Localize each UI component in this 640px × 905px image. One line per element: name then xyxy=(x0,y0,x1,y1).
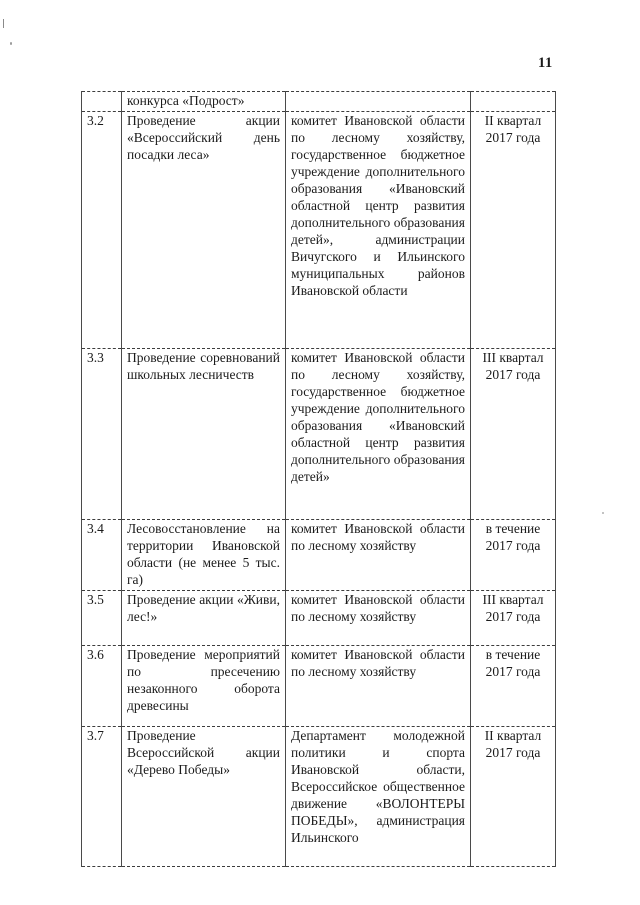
cell-number: 3.4 xyxy=(82,520,122,591)
cell-number: 3.7 xyxy=(82,727,122,867)
cell-term: II квартал 2017 года xyxy=(471,727,556,867)
cell-responsible: комитет Ивановской области по лесному хозяйству xyxy=(286,520,471,591)
cell-number: 3.5 xyxy=(82,591,122,646)
cell-responsible: Департамент молодежной политики и спорта Ивановской области, Всероссийское общественное движение «ВОЛОНТЕРЫ ПОБЕДЫ», администрация Ильинского xyxy=(286,727,471,867)
cell-activity: Проведение акции «Всероссийский день посадки леса» xyxy=(122,112,286,349)
table-row xyxy=(82,591,556,646)
cell-number: 3.6 xyxy=(82,646,122,727)
scan-artifact-mark xyxy=(3,19,4,28)
table-row xyxy=(82,727,556,867)
scan-artifact-mark xyxy=(602,512,604,514)
cell-term: III квартал 2017 года xyxy=(471,349,556,520)
cell-responsible xyxy=(286,92,471,112)
table-row xyxy=(82,349,556,520)
table-row xyxy=(82,92,556,112)
cell-number: 3.2 xyxy=(82,112,122,349)
cell-activity: Лесовосстановление на территории Ивановской области (не менее 5 тыс. га) xyxy=(122,520,286,591)
cell-responsible: комитет Ивановской области по лесному хозяйству xyxy=(286,591,471,646)
cell-term xyxy=(471,92,556,112)
cell-activity: Проведение акции «Живи, лес!» xyxy=(122,591,286,646)
cell-responsible: комитет Ивановской области по лесному хозяйству, государственное бюджетное учреждение дополнительного образования «Ивановский областной центр развития дополнительного образования детей», администрации Вичугского и Ильинского муниципальных районов Ивановской области xyxy=(286,112,471,349)
cell-term: в течение 2017 года xyxy=(471,520,556,591)
cell-number: 3.3 xyxy=(82,349,122,520)
table-row xyxy=(82,520,556,591)
cell-responsible: комитет Ивановской области по лесному хозяйству, государственное бюджетное учреждение дополнительного образования «Ивановский областной центр развития дополнительного образования детей» xyxy=(286,349,471,520)
table-row xyxy=(82,646,556,727)
cell-term: III квартал 2017 года xyxy=(471,591,556,646)
page-number: 11 xyxy=(538,55,553,71)
cell-term: II квартал 2017 года xyxy=(471,112,556,349)
events-table xyxy=(81,91,556,867)
cell-activity: Проведение Всероссийской акции «Дерево Победы» xyxy=(122,727,286,867)
cell-activity: Проведение соревнований школьных лесничеств xyxy=(122,349,286,520)
scan-artifact-mark xyxy=(10,42,12,45)
cell-number xyxy=(82,92,122,112)
cell-term: в течение 2017 года xyxy=(471,646,556,727)
cell-activity: конкурса «Подрост» xyxy=(122,92,286,112)
cell-responsible: комитет Ивановской области по лесному хозяйству xyxy=(286,646,471,727)
cell-activity: Проведение мероприятий по пресечению незаконного оборота древесины xyxy=(122,646,286,727)
table-row xyxy=(82,112,556,349)
